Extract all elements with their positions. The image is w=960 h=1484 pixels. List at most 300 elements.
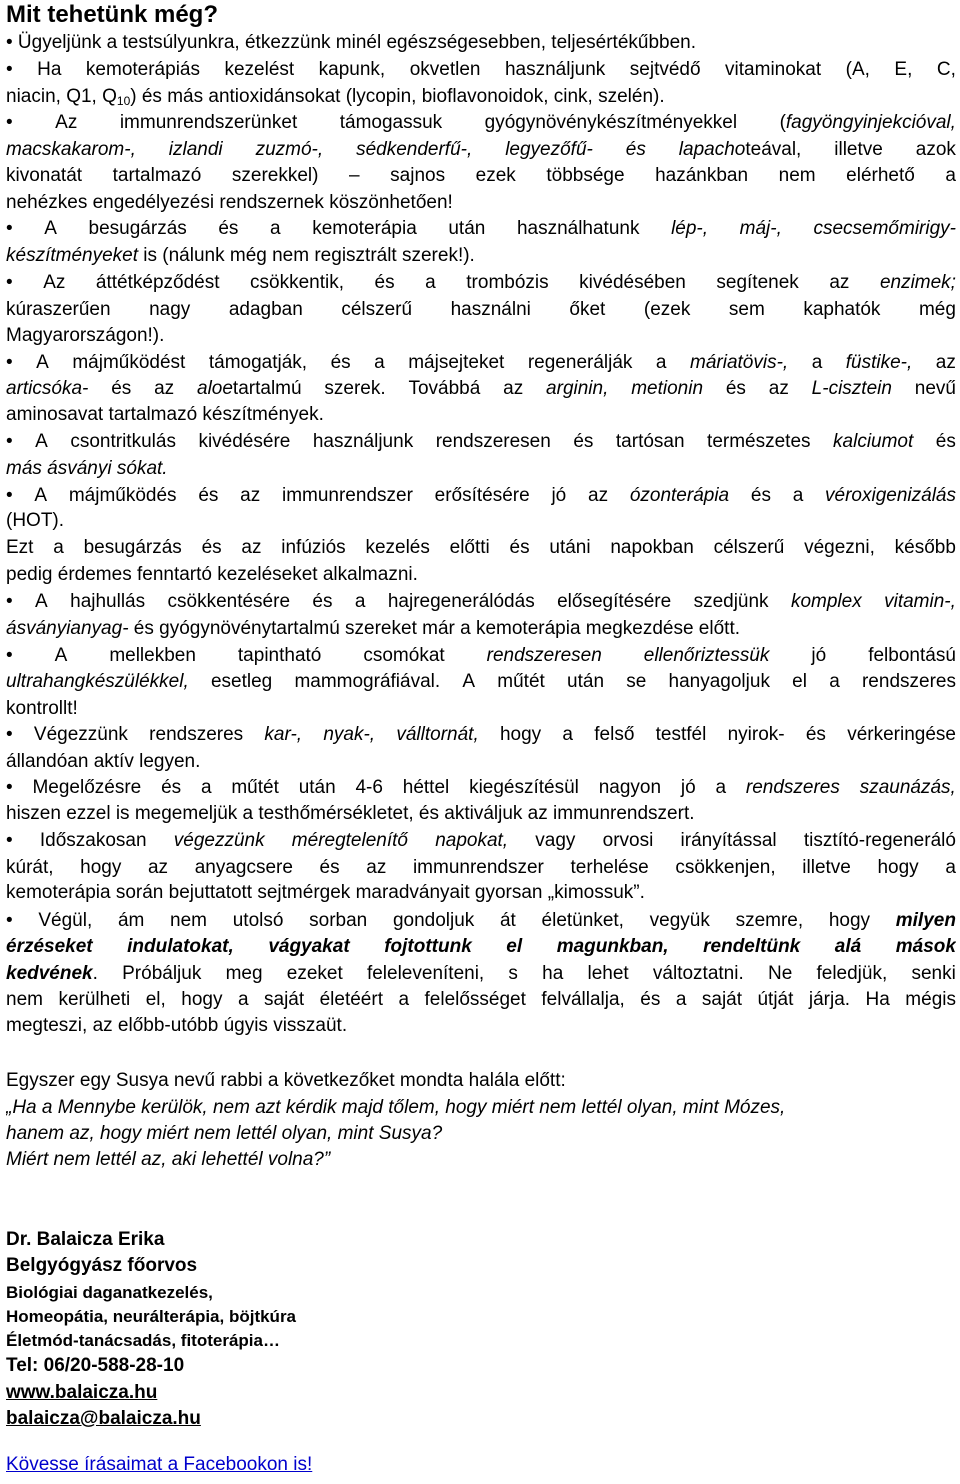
word: kalciumot [833,431,914,452]
word: vitaminokat [725,59,822,80]
word: áttétképződést [95,272,220,293]
text-line [6,402,956,428]
word: napokat, [435,830,509,851]
word: ám [117,910,145,931]
word: hogy [877,857,919,878]
text-line [6,987,956,1013]
text-line [6,855,956,881]
word: életünket, [541,910,624,931]
word: a [354,591,366,612]
word: ózonterápia [629,485,730,506]
word: támogassuk [339,112,443,133]
word: sem [728,299,765,320]
author-email-link[interactable]: balaicza@balaicza.hu [6,1408,201,1429]
word: vegyük [649,910,710,931]
text-run: niacin, Q1, Q [6,86,117,107]
word: saját [264,989,305,1010]
word: vitamin-, [884,591,956,612]
text-line [6,483,956,509]
word: articsóka- [6,378,89,399]
word: tartalmazó [112,165,202,186]
text-run: 10 [116,94,131,108]
text-line [6,163,956,189]
word: szemre, [735,910,804,931]
word: és [725,378,746,399]
word: az [829,272,850,293]
word: kivédésére [198,431,291,452]
word: hogy [80,857,122,878]
text-line [6,801,956,827]
word: hazánkban [655,165,749,186]
word: ellenőriztessük [643,645,770,666]
text-line [6,243,956,269]
text-line [6,110,956,136]
word: A [35,431,48,452]
word: meg [225,963,263,984]
word: a [237,989,249,1010]
word: célszerű [341,299,413,320]
author-specialty-2: Homeopátia, neurálterápia, böjtkúra [6,1307,297,1326]
quote-line-1: „Ha a Mennybe kerülök, nem azt kérdik majd tőlem, hogy miért nem lettél olyan, mint Mózes, [6,1097,786,1118]
word: • [6,352,13,373]
word: az [588,485,609,506]
text-run: állandóan aktív legyen. [6,751,201,772]
word: csökkenjen, [675,857,776,878]
text-run: ) és más antioxidánsokat (lycopin, bioflavonoidok, cink, szelén). [130,86,665,107]
word: infúziós [281,537,346,558]
word: rendszeresen [486,645,602,666]
word: az [935,352,956,373]
text-line [6,216,956,242]
word: • [6,830,13,851]
text-line [6,562,956,588]
word: életéért [319,989,383,1010]
page-title: Mit tehetünk még? [6,1,219,28]
text-line [6,828,956,854]
word: el, [145,989,166,1010]
word: érzéseket [6,936,93,957]
word: támogatják, [208,352,308,373]
text-run: és gyógynövénytartalmú szereket már a kemoterápia megkezdése előtt. [128,618,741,639]
word: izlandi [168,139,223,160]
word: Végül, [38,910,93,931]
word: sajnos [390,165,446,186]
word: a [655,352,667,373]
word: (fagyöngyinjekcióval, [779,112,956,133]
text-line [6,297,956,323]
text-run: Magyarországon!). [6,325,165,346]
text-line [6,961,956,987]
word: kar-, [264,724,303,745]
word: Végezzünk [33,724,128,745]
word: nyak-, [323,724,376,745]
word: később [894,537,956,558]
word: vagy [535,830,576,851]
word: kivonatát [6,165,83,186]
word: a [200,777,212,798]
word: Ne [767,963,793,984]
word: okvetlen [409,59,481,80]
word: macskakarom-, [6,139,136,160]
word: véroxigenizálás [825,485,956,506]
word: máj-, [739,218,782,239]
word: tartósan [615,431,685,452]
word: kemoterápia [312,218,417,239]
word: C, [936,59,956,80]
word: a [811,352,823,373]
text-line [6,429,956,455]
word: használni [450,299,531,320]
word: saját [701,989,743,1010]
word: komplex [790,591,862,612]
text-line [6,643,956,669]
word: nyirok- [727,724,785,745]
word: természetes [707,431,811,452]
word: trombózis [466,272,549,293]
word: (A, [845,59,870,80]
word: anyagcsere [194,857,293,878]
word: segítenek [716,272,799,293]
word: őket [569,299,606,320]
word: hogy [828,910,871,931]
word: adagban [228,299,303,320]
author-website-link[interactable]: www.balaicza.hu [6,1382,158,1403]
text-line [6,616,956,642]
word: a [675,989,687,1010]
text-line [6,722,956,748]
word: indulatokat, [127,936,234,957]
word: Az [43,272,66,293]
word: rendszeres [149,724,244,745]
word: a [270,218,281,239]
text-run: kemoterápia során bejuttatott sejtmérgek maradványait gyorsan „kimossuk”. [6,882,645,903]
text-line [6,696,956,722]
word: rendszeresen [435,431,551,452]
word: orvosi [602,830,654,851]
word: csomókat [363,645,445,666]
word: (ezek [643,299,691,320]
word: s [508,963,518,984]
text-line [6,57,956,83]
word: vérkeringése [847,724,956,745]
word: járja. [808,989,851,1010]
word: utolsó [232,910,284,931]
word: célszerű [713,537,785,558]
text-line [6,270,956,296]
word: Ha [37,59,62,80]
word: nevű [914,378,956,399]
word: felső [594,724,635,745]
word: hanyagoljuk [668,671,770,692]
word: A [44,218,57,239]
word: és [935,431,956,452]
word: és [573,431,594,452]
word: mammográfiával. [294,671,441,692]
word: L-cisztein [811,378,892,399]
word: fojtottunk [384,936,472,957]
word: hajregenerálódás [387,591,535,612]
word: nem [6,989,43,1010]
word: szaunázás, [859,777,956,798]
word: lapachoteával, [678,139,802,160]
word: használjunk [504,59,606,80]
word: az [768,378,789,399]
word: kapunk, [318,59,386,80]
word: a [425,272,436,293]
word: és [161,777,182,798]
word: változtatni. [652,963,744,984]
word: még [918,299,956,320]
word: besugárzás [83,537,182,558]
word: • [6,485,13,506]
word: gyógynövénykészítményekkel [484,112,738,133]
word: Ha [865,989,890,1010]
text-run: ásványianyag- [6,618,129,639]
word: és [625,139,646,160]
text-line [6,456,956,482]
word: után [298,777,336,798]
word: és [218,218,239,239]
word: Továbbá [408,378,481,399]
text-run: pedig érdemes fenntartó kezeléseket alkalmazni. [6,564,418,585]
word: illetve [834,139,883,160]
word: és [330,352,351,373]
word: és [374,272,395,293]
word: jó [811,645,827,666]
word: csökkentik, [250,272,345,293]
word: után [448,218,486,239]
word: rendeltünk [703,936,801,957]
word: lép-, [671,218,709,239]
word: és [111,378,132,399]
word: kúrát, [6,857,54,878]
word: felvállalja, [541,989,625,1010]
word: erősítésére [434,485,530,506]
word: végezni, [804,537,875,558]
word: a [374,352,385,373]
word: és [201,537,222,558]
word: műtét [497,671,545,692]
word: műtét [231,777,279,798]
text-run: készítményeket [6,245,138,266]
author-specialty-3: Életmód-tanácsadás, fitoterápia… [6,1331,280,1350]
word: regenerálják [527,352,633,373]
word: rendszeres [745,777,840,798]
word: • [6,910,13,931]
word: lehet [587,963,629,984]
word: a [53,537,64,558]
text-run: is (nálunk még nem regisztrált szerek!). [138,245,475,266]
text-run: megteszi, az előbb-utóbb úgyis visszaüt. [6,1015,348,1036]
text-line [6,137,956,163]
word: a [562,724,573,745]
author-phone: Tel: 06/20-588-28-10 [6,1355,185,1376]
word: el [792,671,807,692]
word: használjunk [312,431,414,452]
quote-intro: Egyszer egy Susya nevű rabbi a következőket mondta halála előtt: [6,1070,566,1091]
word: válltornát, [396,724,479,745]
word: A [36,352,49,373]
word: azok [915,139,956,160]
word: májműködés [68,485,177,506]
word: a [715,777,727,798]
word: ultrahangkészülékkel, [6,671,189,692]
text-line [6,535,956,561]
text-line [6,669,956,695]
text-line [6,749,956,775]
text-line [6,84,956,110]
word: el [506,936,523,957]
word: • [6,218,13,239]
word: A [462,671,476,692]
text-line [6,323,956,349]
word: útját [757,989,794,1010]
word: A [34,485,48,506]
word: • [6,645,13,666]
word: sédkenderfű-, [356,139,473,160]
text-line [6,508,956,534]
text-run: kontrollt! [6,698,78,719]
word: nagy [149,299,191,320]
word: feleleveníteni, [366,963,485,984]
word: nem [778,165,816,186]
word: arginin, [546,378,609,399]
word: utáni [549,537,591,558]
word: mégis [905,989,956,1010]
word: – [349,165,360,186]
word: az [240,485,261,506]
word: felbontású [868,645,956,666]
word: kivédésében [579,272,686,293]
word: előtti [449,537,490,558]
text-run: (HOT). [6,510,65,531]
word: kedvének. [6,963,98,984]
author-specialty-1: Biológiai daganatkezelés, [6,1283,213,1302]
text-run: • Ügyeljünk a testsúlyunkra, étkezzünk minél egészségesebben, teljesértékűbben. [6,32,696,53]
author-role: Belgyógyász főorvos [6,1255,198,1276]
word: kemoterápiás [85,59,200,80]
word: illetve [802,857,851,878]
facebook-link[interactable]: Kövesse írásaimat a Facebookon is! [6,1454,313,1475]
word: nem [170,910,208,931]
word: kiegészítésül [469,777,579,798]
text-line [6,589,956,615]
word: héttel [402,777,450,798]
word: az [241,537,262,558]
text-line [6,30,956,56]
word: napokban [610,537,694,558]
word: mellekben [109,645,196,666]
word: kaphatók [803,299,881,320]
word: méregtelenítő [291,830,408,851]
word: immunrendszer [412,857,544,878]
word: senki [911,963,956,984]
word: gondoljuk [392,910,475,931]
word: feledjük, [816,963,888,984]
word: esetleg [210,671,273,692]
word: • [6,591,13,612]
text-line [6,880,956,906]
word: immunrendszerünket [119,112,298,133]
word: az [154,378,175,399]
text-run: aminosavat tartalmazó készítmények. [6,404,324,425]
word: használhatunk [516,218,640,239]
word: szerek. [324,378,386,399]
word: csökkentésére [167,591,291,612]
word: ezeket [286,963,343,984]
word: magunkban, [556,936,669,957]
word: ezek [475,165,516,186]
word: sejtvédő [629,59,701,80]
quote-line-3: Miért nem lettél az, aki lehettél volna?” [6,1149,331,1170]
word: májsejteket [408,352,505,373]
word: irányítással [680,830,777,851]
word: az [503,378,524,399]
word: az [366,857,387,878]
word: A [54,645,68,666]
word: Időszakosan [39,830,147,851]
word: végezzünk [173,830,265,851]
word: • [6,59,13,80]
word: csontritkulás [70,431,176,452]
word: kezelés [365,537,430,558]
text-line [6,934,956,960]
word: az [147,857,169,878]
text-line [6,350,956,376]
word: csecsemőmirigy- [813,218,956,239]
word: a [398,989,410,1010]
word: elősegítésére [557,591,672,612]
word: Próbáljuk [122,963,202,984]
word: besugárzás [88,218,187,239]
word: után [567,671,605,692]
word: legyezőfű- [505,139,593,160]
text-line [6,775,956,801]
word: enzimek; [879,272,956,293]
word: mások [895,936,956,957]
word: terhelése [570,857,649,878]
word: füstike-, [845,352,913,373]
word: Megelőzésre [32,777,142,798]
text-run: nehézkes engedélyezési rendszernek köszönhetően! [6,192,453,213]
word: többsége [546,165,625,186]
word: Az [55,112,78,133]
word: és [805,724,826,745]
word: májműködést [72,352,186,373]
author-name: Dr. Balaicza Erika [6,1229,165,1250]
word: tisztító-regeneráló [803,830,956,851]
word: és [319,857,340,878]
text-line [6,376,956,402]
word: alá [834,936,862,957]
text-run: hiszen ezzel is megemeljük a testhőmérsékletet, és aktiváljuk az immunrendszert. [6,803,695,824]
quote-line-2: hanem az, hogy miért nem lettél olyan, mint Susya? [6,1123,443,1144]
word: • [6,431,13,452]
word: immunrendszer [281,485,413,506]
word: kezelést [224,59,295,80]
word: és [312,591,333,612]
word: milyen [895,910,956,931]
word: kerülheti [58,989,131,1010]
word: E, [894,59,913,80]
text-line [6,1013,956,1039]
word: felelősséget [424,989,526,1010]
word: hogy [499,724,542,745]
word: a [792,485,804,506]
word: a [829,671,840,692]
word: és [640,989,661,1010]
word: át [499,910,516,931]
